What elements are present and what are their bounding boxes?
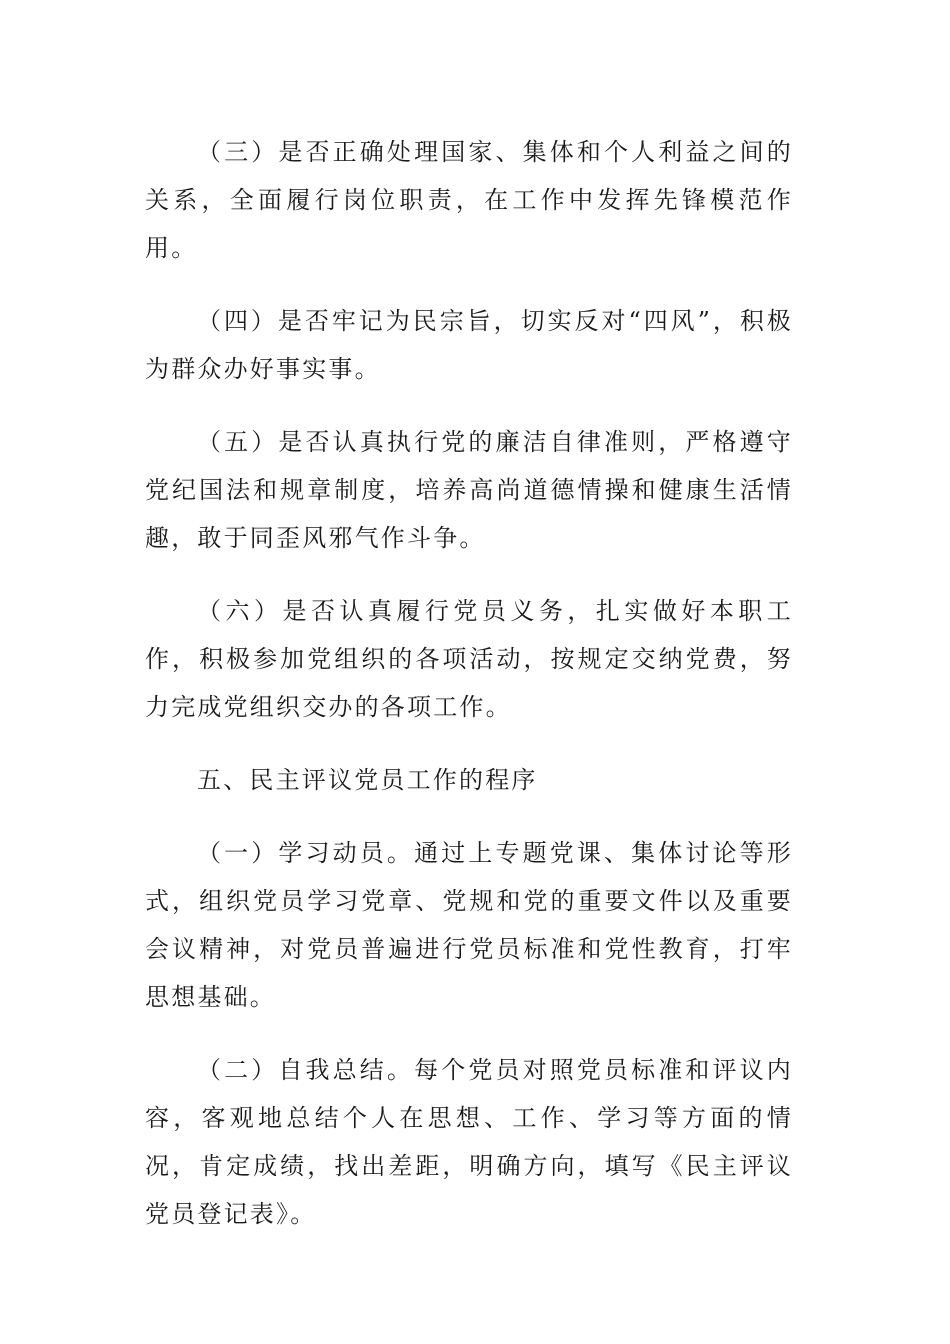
paragraph-item-3: （三）是否正确处理国家、集体和个人利益之间的关系，全面履行岗位职责，在工作中发挥先锋模范作用。 xyxy=(145,138,793,262)
procedure-paragraph-1: （一）学习动员。通过上专题党课、集体讨论等形式，组织党员学习党章、党规和党的重要文件以及重要会议精神，对党员普遍进行党员标准和党性教育，打牢思想基础。 xyxy=(145,839,793,1011)
procedure-paragraph-2: （二）自我总结。每个党员对照党员标准和评议内容，客观地总结个人在思想、工作、学习等方面的情况，肯定成绩，找出差距，明确方向，填写《民主评议党员登记表》。 xyxy=(145,1056,793,1228)
section-heading: 五、民主评议党员工作的程序 xyxy=(197,766,538,794)
paragraph-item-4: （四）是否牢记为民宗旨，切实反对“四风”，积极为群众办好事实事。 xyxy=(145,307,793,383)
paragraph-item-5: （五）是否认真执行党的廉洁自律准则，严格遵守党纪国法和规章制度，培养高尚道德情操和健康生活情趣，敢于同歪风邪气作斗争。 xyxy=(145,428,793,552)
paragraph-item-6: （六）是否认真履行党员义务，扎实做好本职工作，积极参加党组织的各项活动，按规定交纳党费，努力完成党组织交办的各项工作。 xyxy=(145,597,793,721)
document-page xyxy=(145,128,793,1263)
